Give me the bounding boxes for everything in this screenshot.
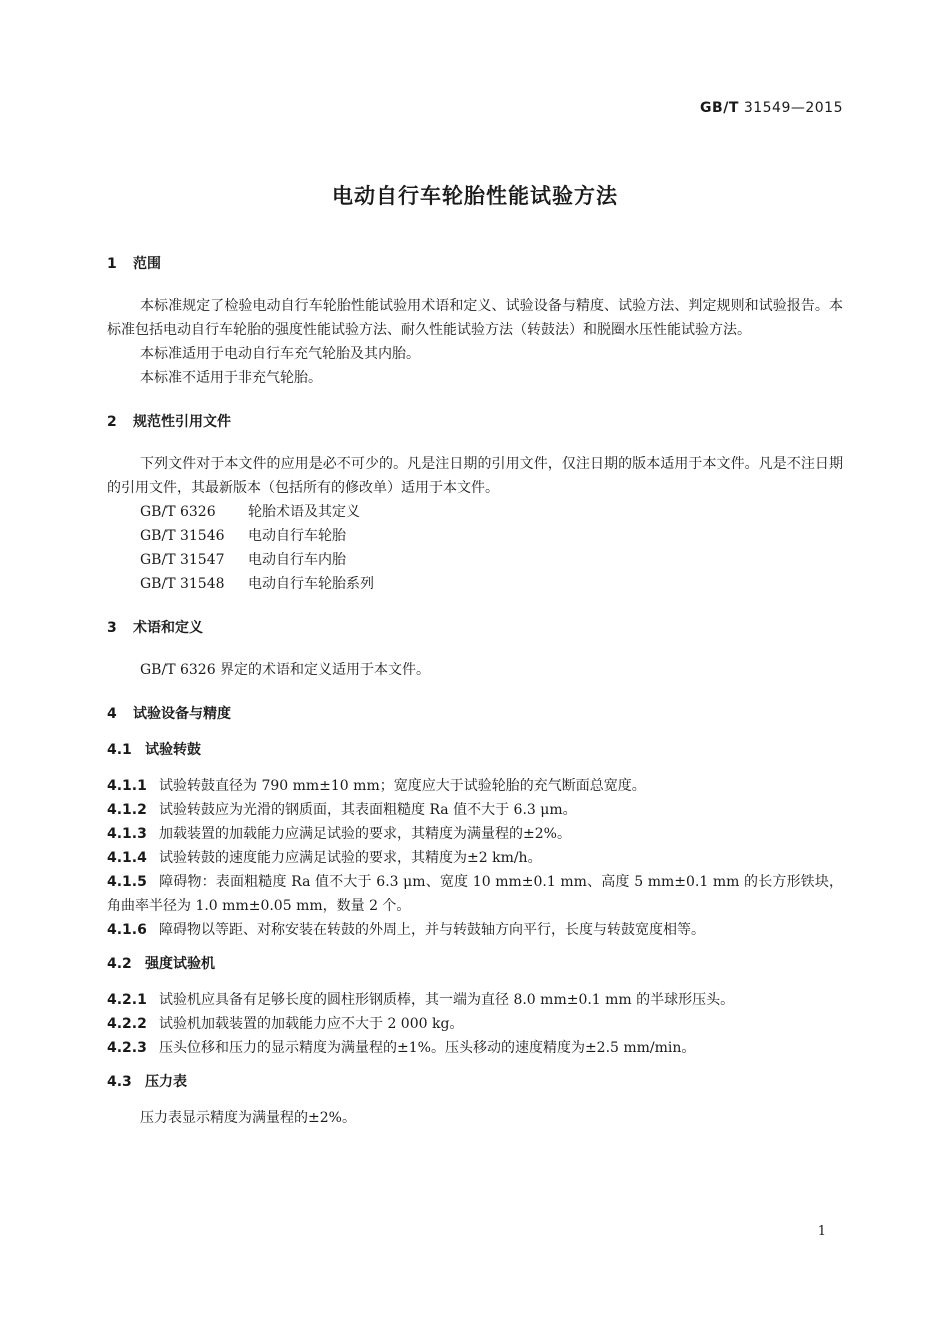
reference-code: GB/T 31547 (140, 552, 225, 568)
reference-code: GB/T 31546 (140, 528, 225, 544)
standard-code-prefix: GB/T (700, 100, 739, 116)
clause-number: 4.2.1 (107, 992, 147, 1008)
paragraph: 本标准规定了检验电动自行车轮胎性能试验用术语和定义、试验设备与精度、试验方法、判定规则和试验报告。本标准包括电动自行车轮胎的强度性能试验方法、耐久性能试验方法（转鼓法）和脱圈水压性能试验方法。 (107, 298, 843, 338)
standard-code (700, 100, 843, 116)
clause-item (107, 822, 843, 846)
clause-text: 试验转鼓应为光滑的钢质面，其表面粗糙度 Ra 值不大于 6.3 μm。 (159, 802, 577, 818)
paragraph: 本标准适用于电动自行车充气轮胎及其内胎。 (140, 346, 420, 362)
section-number: 1 (107, 256, 117, 272)
reference-name: 电动自行车内胎 (248, 552, 346, 568)
clause-item (107, 918, 843, 942)
paragraph: 本标准不适用于非充气轮胎。 (140, 370, 322, 386)
section-title: 试验设备与精度 (133, 706, 231, 722)
paragraph: 压力表显示精度为满量程的±2%。 (140, 1110, 356, 1126)
clause-number: 4.1.1 (107, 778, 147, 794)
subsection-heading-4-2 (107, 954, 843, 974)
reference-item (107, 572, 843, 596)
section-title: 范围 (133, 256, 161, 272)
clause-item (107, 1012, 843, 1036)
clause-text: 试验转鼓的速度能力应满足试验的要求，其精度为±2 km/h。 (159, 850, 542, 866)
section-number: 2 (107, 414, 117, 430)
clause-number: 4.1.5 (107, 874, 147, 890)
clause-number: 4.1.6 (107, 922, 147, 938)
paragraph: 下列文件对于本文件的应用是必不可少的。凡是注日期的引用文件，仅注日期的版本适用于本文件。凡是不注日期的引用文件，其最新版本（包括所有的修改单）适用于本文件。 (107, 456, 843, 496)
clause-item (107, 870, 843, 918)
clause-number: 4.1.3 (107, 826, 147, 842)
standard-code-number: 31549—2015 (743, 100, 843, 116)
subsection-number: 4.3 (107, 1074, 132, 1090)
clause-item (107, 1036, 843, 1060)
reference-item (107, 500, 843, 524)
document-body (107, 254, 843, 1130)
page-number: 1 (817, 1224, 826, 1239)
section-title: 术语和定义 (133, 620, 203, 636)
reference-item (107, 524, 843, 548)
clause-item (107, 988, 843, 1012)
reference-name: 电动自行车轮胎 (248, 528, 346, 544)
reference-code: GB/T 31548 (140, 576, 225, 592)
clause-number: 4.2.2 (107, 1016, 147, 1032)
clause-number: 4.1.2 (107, 802, 147, 818)
clause-item (107, 846, 843, 870)
clause-item (107, 798, 843, 822)
clause-text: 试验机应具备有足够长度的圆柱形钢质棒，其一端为直径 8.0 mm±0.1 mm 的半球形压头。 (159, 992, 735, 1008)
section-heading-2 (107, 412, 843, 432)
reference-code: GB/T 6326 (140, 504, 216, 520)
reference-item (107, 548, 843, 572)
clause-text: 试验转鼓直径为 790 mm±10 mm；宽度应大于试验轮胎的充气断面总宽度。 (159, 778, 646, 794)
clause-number: 4.2.3 (107, 1040, 147, 1056)
clause-number: 4.1.4 (107, 850, 147, 866)
subsection-title: 强度试验机 (145, 956, 215, 972)
clause-text: 试验机加载装置的加载能力应不大于 2 000 kg。 (159, 1016, 464, 1032)
section-heading-1 (107, 254, 843, 274)
clause-item (107, 774, 843, 798)
section-title: 规范性引用文件 (133, 414, 231, 430)
reference-name: 轮胎术语及其定义 (248, 504, 360, 520)
subsection-heading-4-3 (107, 1072, 843, 1092)
clause-text: 障碍物：表面粗糙度 Ra 值不大于 6.3 μm、宽度 10 mm±0.1 mm、高度 5 mm±0.1 mm 的长方形铁块，角曲率半径为 1.0 mm±0.05 mm，数量 2 个。 (107, 874, 843, 914)
document-title: 电动自行车轮胎性能试验方法 (332, 184, 618, 208)
paragraph: GB/T 6326 界定的术语和定义适用于本文件。 (140, 662, 431, 678)
clause-text: 加载装置的加载能力应满足试验的要求，其精度为满量程的±2%。 (159, 826, 571, 842)
subsection-number: 4.2 (107, 956, 132, 972)
reference-name: 电动自行车轮胎系列 (248, 576, 374, 592)
clause-text: 障碍物以等距、对称安装在转鼓的外周上，并与转鼓轴方向平行，长度与转鼓宽度相等。 (159, 922, 705, 938)
subsection-number: 4.1 (107, 742, 132, 758)
subsection-heading-4-1 (107, 740, 843, 760)
section-heading-3 (107, 618, 843, 638)
subsection-title: 试验转鼓 (145, 742, 201, 758)
clause-text: 压头位移和压力的显示精度为满量程的±1%。压头移动的速度精度为±2.5 mm/min。 (159, 1040, 696, 1056)
section-heading-4 (107, 704, 843, 724)
section-number: 3 (107, 620, 117, 636)
subsection-title: 压力表 (145, 1074, 187, 1090)
section-number: 4 (107, 706, 117, 722)
